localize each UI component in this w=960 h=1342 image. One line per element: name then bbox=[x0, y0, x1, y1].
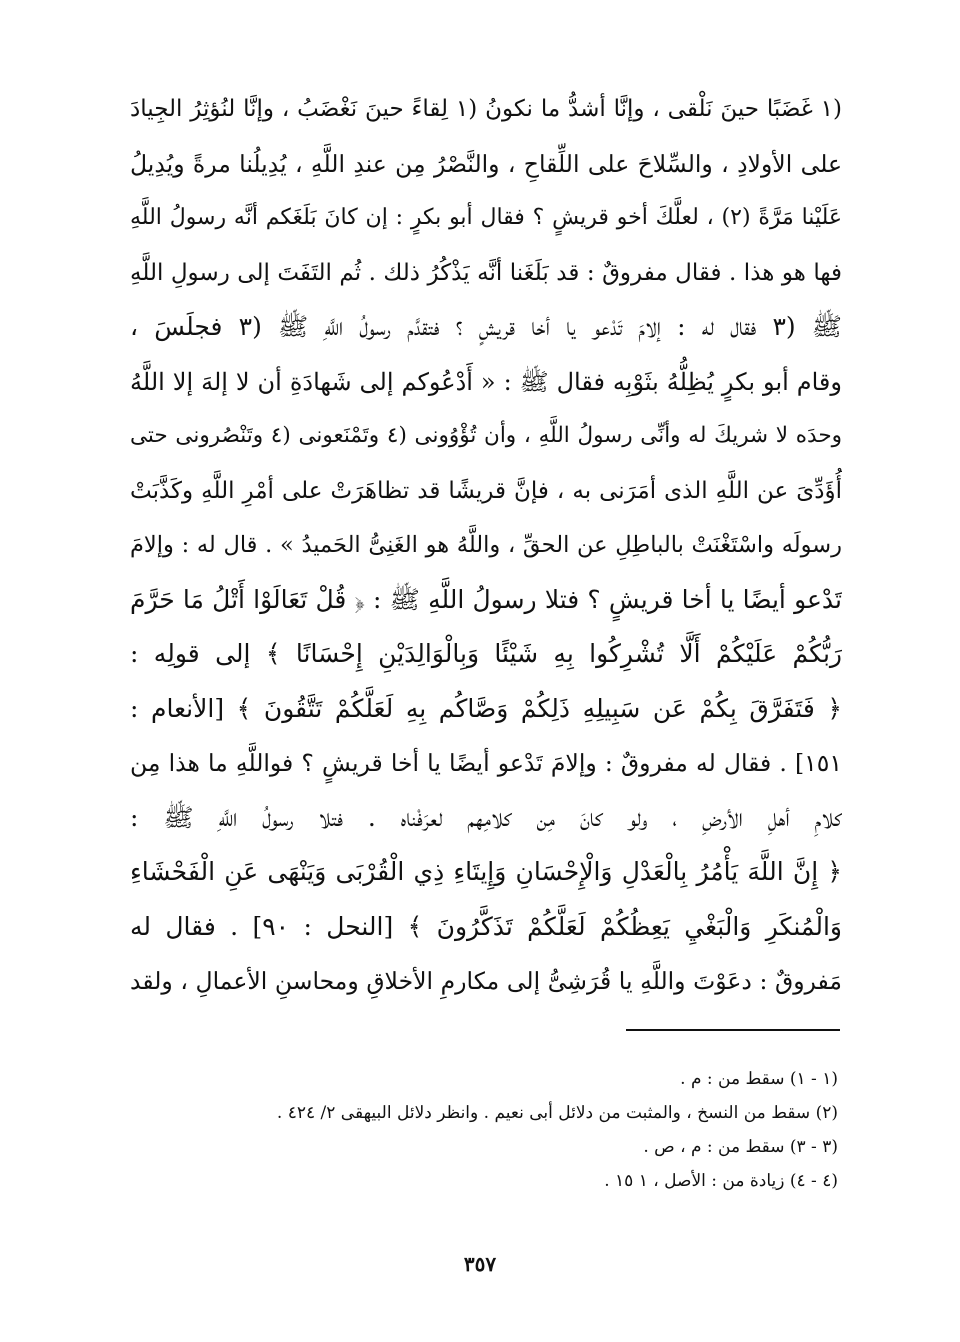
text-line: كلامِ أهلِ الأرضِ ، ولو كانَ مِن كلامِهم لعرَفْناه . فتلا رسولُ اللَّهِ ﷺ : bbox=[130, 802, 842, 832]
footnote: (٤ - ٤) زيادة من : الأصل ، ١ ١٥ . bbox=[604, 1171, 838, 1191]
text-line: ١٥١] . فقال له مفروقٌ : وإلامَ تَدْعو أيضًا يا أخا قريشٍ ؟ فواللَّهِ ما هذا مِن bbox=[130, 749, 842, 777]
quran-line: وَالْمُنكَرِ وَالْبَغْيِ يَعِظُكُمْ لَعَلَّكُمْ تَذَكَّرُونَ ﴾ [النحل : ٩٠] . فقال له bbox=[130, 911, 842, 941]
text-line: ﷺ (٣ فقال له : إلامَ تَدْعو يا أخا قريشٍ ؟ فتقدَّم رسولُ اللَّهِ ﷺ (٣ فجلَسَ ، bbox=[130, 312, 842, 341]
quran-line: رَبُّكُمْ عَلَيْكُمْ أَلَّا تُشْرِكُوا بِهِ شَيْئًا وَبِالْوَالِدَيْنِ إِحْسَانًا ﴾ إلى قولِه : bbox=[130, 639, 842, 668]
text-line: (١ غَضَبًا حينَ نَلْقى ، وإنَّا أشدُّ ما نكونُ (١ لِقاءً حينَ نَغْضَبُ ، وإنَّا لنُؤثِرُ الجِيادَ bbox=[130, 96, 842, 122]
text-line: تَدْعو أيضًا يا أخا قريشٍ ؟ فتلا رسولُ اللَّهِ ﷺ : ﴿ قُلْ تَعَالَوْا أَتْلُ مَا حَرَّمَ bbox=[130, 584, 842, 614]
quran-line: ﴿ إِنَّ اللَّهَ يَأْمُرُ بِالْعَدْلِ وَالْإِحْسَانِ وَإِيتَاءِ ذِي الْقُرْبَى وَيَنْهَى عَنِ الْفَحْشَاءِ bbox=[130, 857, 842, 886]
text-line: فها هو هذا . فقال مفروقٌ : قد بَلَغَنا أنَّه يَذْكُرُ ذلك . ثُم التَفَتَ إلى رسولِ اللَّهِ bbox=[130, 259, 842, 286]
footnote: (١ - ١) سقط من : م . bbox=[680, 1069, 838, 1089]
footnote-divider bbox=[626, 1029, 840, 1031]
footnotes bbox=[277, 1062, 838, 1198]
text-line: على الأولادِ ، والسِّلاحَ على اللِّقاحِ ، والنَّصْرُ مِن عندِ اللَّهِ ، يُدِيلُنا مرةً ويُدِيلُ bbox=[130, 149, 842, 178]
main-text bbox=[130, 82, 842, 1009]
footnote: (٣ - ٣) سقط من : م ، ص . bbox=[643, 1137, 838, 1157]
text-line: مَفروقٌ : دعَوْتَ واللَّهِ يا قُرَشِىُّ إلى مكارمِ الأخلاقِ ومحاسنِ الأعمالِ ، ولقد bbox=[130, 967, 842, 995]
text-line: عَلَيْنا مَرَّةً (٢) ، لعلَّكَ أخو قريشٍ ؟ فقال أبو بكرٍ : إن كانَ بَلَغَكم أنَّه رسولُ اللَّهِ bbox=[130, 205, 842, 230]
footnote: (٢) سقط من النسخ ، والمثبت من دلائل أبى نعيم . وانظر دلائل البيهقى ٢/ ٤٢٤ . bbox=[276, 1103, 838, 1123]
page-number: ٣٥٧ bbox=[463, 1252, 497, 1276]
text-line: أُؤَدِّىَ عن اللَّهِ الذى أمَرَنى به ، فإنَّ قريشًا قد تظاهَرَتْ على أمْرِ اللَّهِ وكَذَّبَتْ bbox=[130, 477, 842, 504]
quran-line: ﴿ فَتَفَرَّقَ بِكُمْ عَن سَبِيلِهِ ذَلِكُمْ وَصَّاكُم بِهِ لَعَلَّكُمْ تَتَّقُونَ ﴾ [الأنعام : bbox=[130, 693, 842, 723]
text-line: وقام أبو بكرٍ يُظِلُّهُ بثَوْبِه فقال ﷺ : « أَدْعُوكم إلى شَهادَةِ أن لا إلهَ إلا اللَّهُ bbox=[130, 367, 842, 396]
text-line: رسولَه واسْتَغْنَتْ بالباطِلِ عن الحقِّ ، واللَّهُ هو الغَنِىُّ الحَميدُ » . قال له : وإلامَ bbox=[130, 532, 842, 558]
text-line: وحدَه لا شريكَ له وأنِّى رسولُ اللَّهِ ، وأن تُؤْوُونى (٤ وتَمْنَعونى (٤ وتَنْصُرونى حتى bbox=[130, 423, 842, 448]
